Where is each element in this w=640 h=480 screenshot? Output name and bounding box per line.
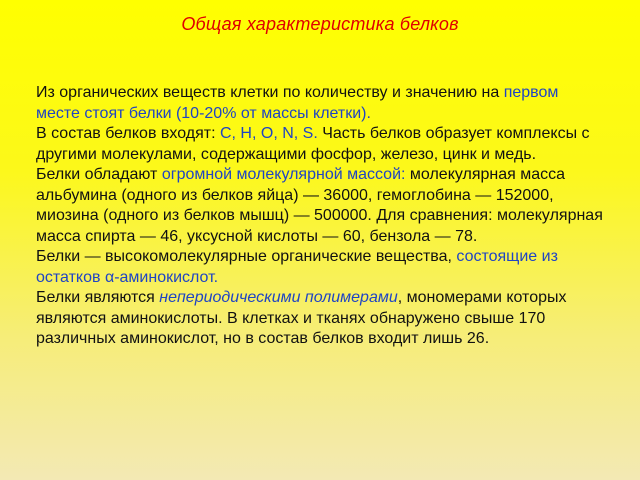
- paragraph-definition: [36, 247, 606, 288]
- highlight-protein-share: первом месте стоят белки (10-20% от массы клетки).: [36, 84, 559, 122]
- paragraph-elements: [36, 124, 606, 165]
- highlight-elements: C, H, O, N, S.: [219, 125, 318, 142]
- slide-body: [36, 83, 606, 350]
- text-segment: Из органических веществ клетки по количеству и значению на: [36, 84, 504, 101]
- text-segment: Часть белков образует комплексы с другими молекулами, содержащими фосфор, железо, цинк и медь.: [36, 125, 590, 163]
- highlight-molecular-mass: огромной молекулярной массой:: [161, 166, 406, 183]
- paragraph-molecular-mass: [36, 165, 606, 247]
- text-segment: Белки — высокомолекулярные органические вещества,: [36, 248, 457, 265]
- text-segment: Белки обладают: [36, 166, 162, 183]
- text-segment: , мономерами которых являются аминокислоты. В клетках и тканях обнаружено свыше 170 различных аминокислот, но в состав белков входит лишь 26.: [36, 289, 567, 347]
- paragraph-polymers: [36, 288, 606, 350]
- text-segment: молекулярная масса альбумина (одного из белков яйца) — 36000, гемоглобина — 152000, миозина (одного из белков мышц) — 500000. Для сравнения: молекулярная масса спирта — 46, уксусной кислоты — 60, бензола — 78.: [36, 166, 603, 245]
- slide-title: Общая характеристика белков: [181, 14, 459, 34]
- text-segment: В состав белков входят:: [36, 125, 220, 142]
- text-segment: Белки являются: [36, 289, 160, 306]
- paragraph-protein-share: [36, 83, 606, 124]
- highlight-amino-acids: состоящие из остатков α-аминокислот.: [36, 248, 558, 286]
- highlight-polymers: непериодическими полимерами: [159, 289, 398, 306]
